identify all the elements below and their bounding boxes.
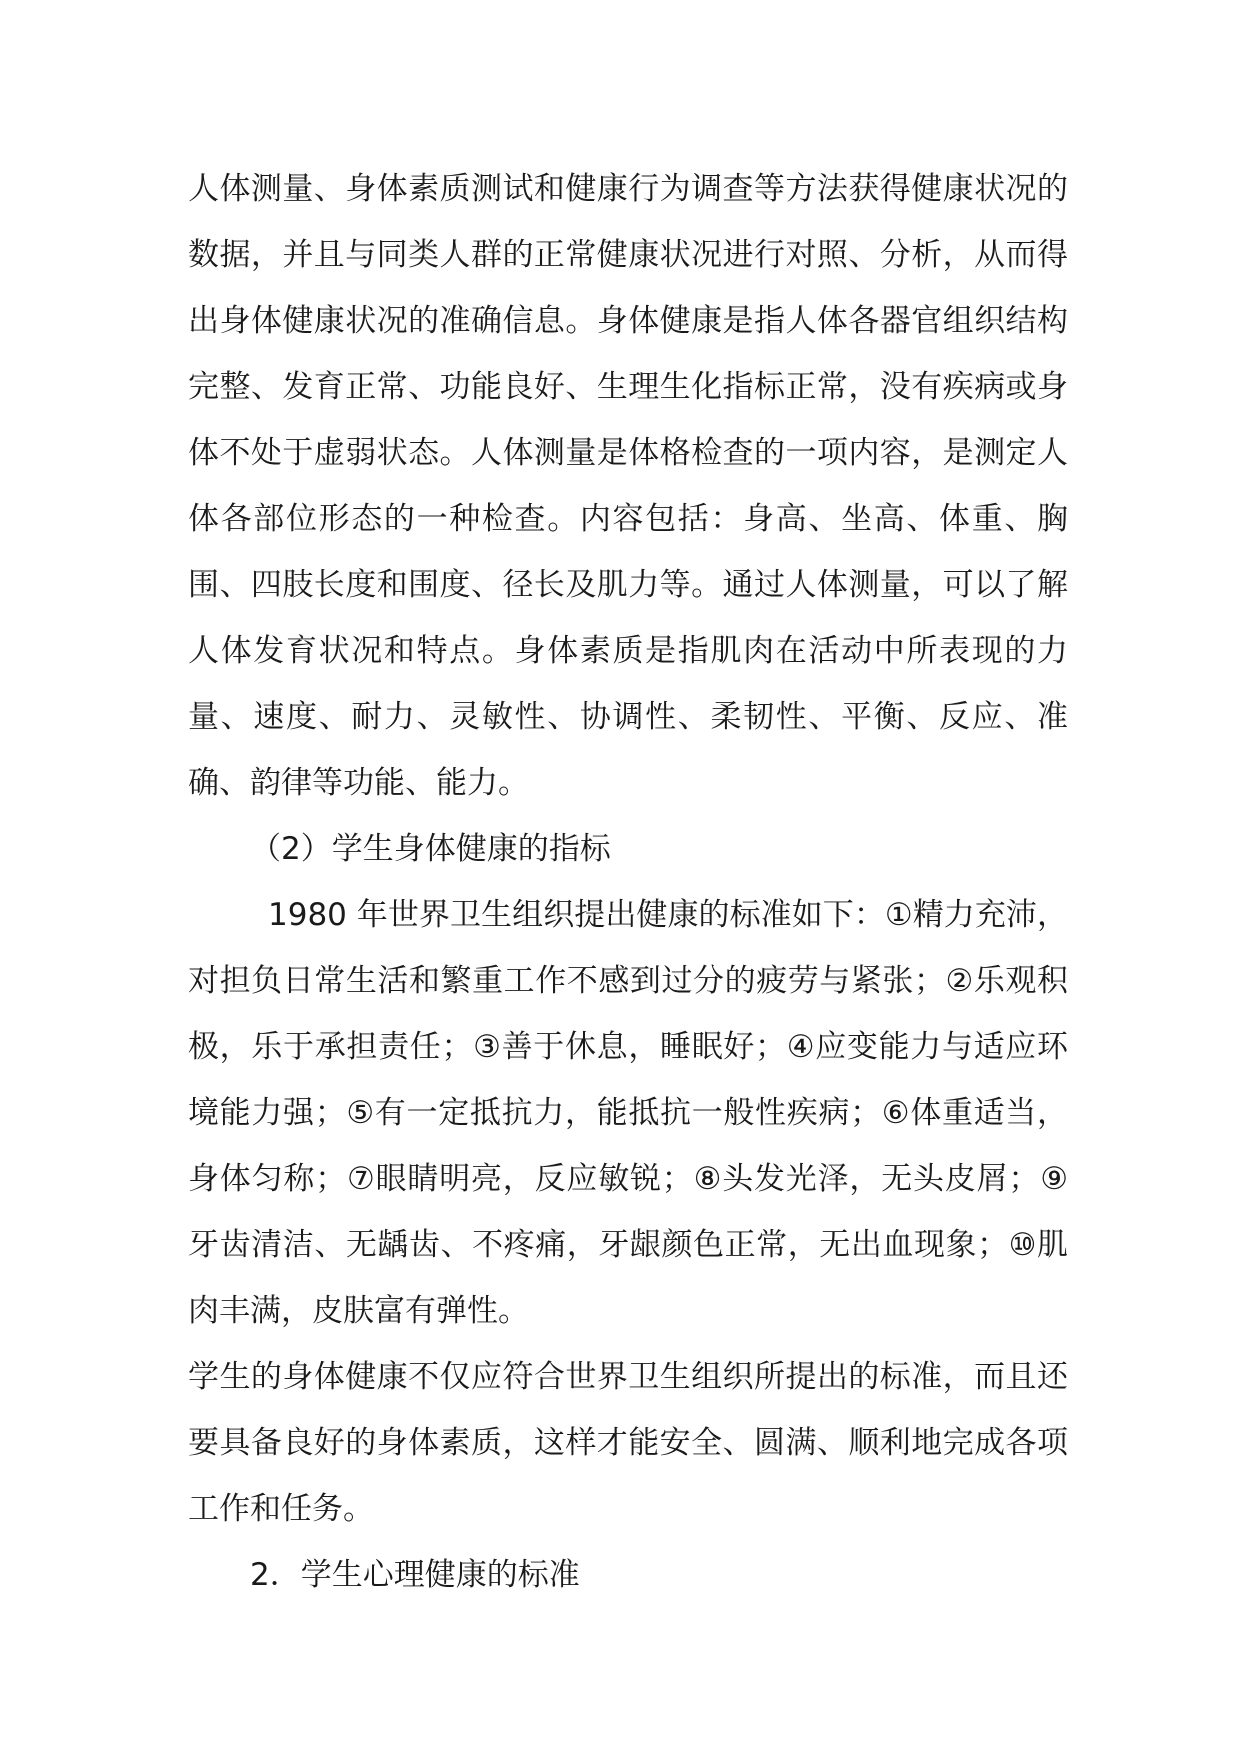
- paragraph-student-physical-health: 学生的身体健康不仅应符合世界卫生组织所提出的标准，而且还要具备良好的身体素质，这样才能安全、圆满、顺利地完成各项工作和任务。: [188, 1359, 1068, 1527]
- subheading-physical-health-indicators: （2）学生身体健康的指标: [250, 831, 611, 867]
- document-page: [188, 156, 1068, 1608]
- paragraph-who-health-standards: 1980 年世界卫生组织提出健康的标准如下：①精力充沛，对担负日常生活和繁重工作不感到过分的疲劳与紧张；②乐观积极，乐于承担责任；③善于休息，睡眠好；④应变能力与适应环境能力强；⑤有一定抵抗力，能抵抗一般性疾病；⑥体重适当，身体匀称；⑦眼睛明亮，反应敏锐；⑧头发光泽，无头皮屑；⑨牙齿清洁、无龋齿、不疼痛，牙龈颜色正常，无出血现象；⑩肌肉丰满，皮肤富有弹性。: [188, 897, 1068, 1329]
- paragraph-body-measurement: 人体测量、身体素质测试和健康行为调查等方法获得健康状况的数据，并且与同类人群的正常健康状况进行对照、分析，从而得出身体健康状况的准确信息。身体健康是指人体各器官组织结构完整、发育正常、功能良好、生理生化指标正常，没有疾病或身体不处于虚弱状态。人体测量是体格检查的一项内容，是测定人体各部位形态的一种检查。内容包括：身高、坐高、体重、胸围、四肢长度和围度、径长及肌力等。通过人体测量，可以了解人体发育状况和特点。身体素质是指肌肉在活动中所表现的力量、速度、耐力、灵敏性、协调性、柔韧性、平衡、反应、准确、韵律等功能、能力。: [188, 171, 1068, 801]
- subheading-mental-health-standards: 2．学生心理健康的标准: [250, 1557, 580, 1593]
